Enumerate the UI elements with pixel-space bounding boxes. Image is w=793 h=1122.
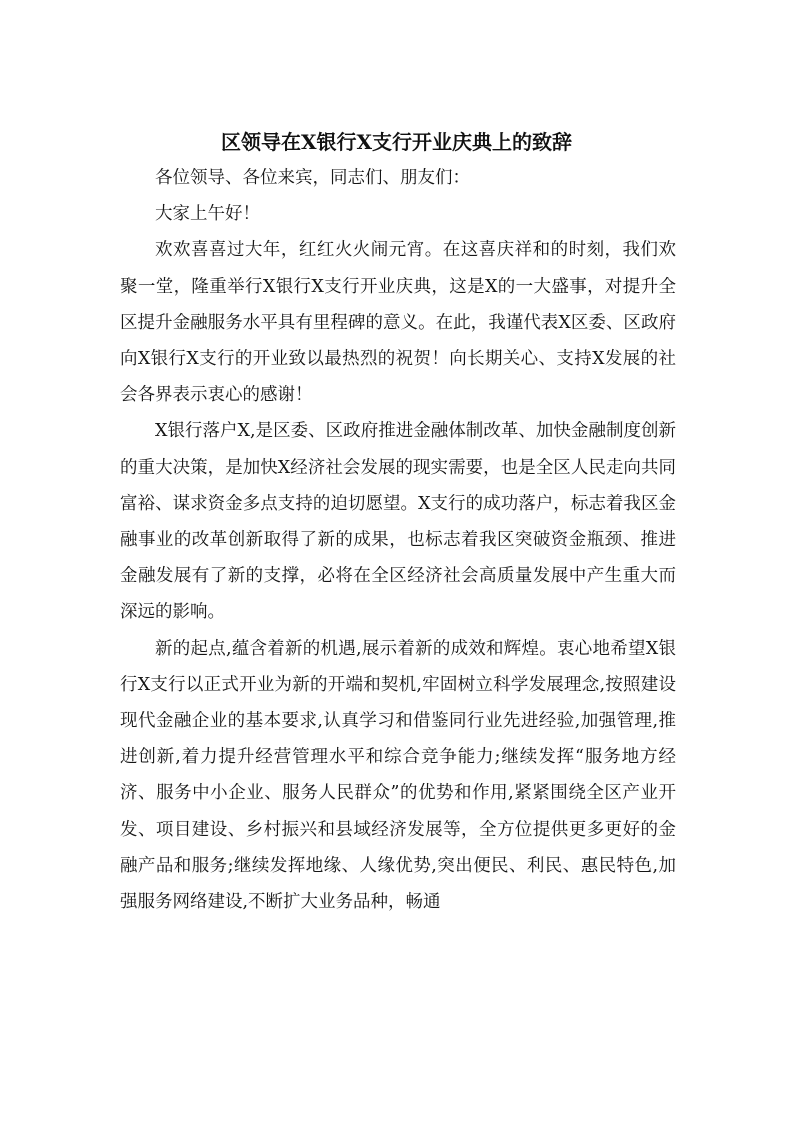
body-paragraph: 欢欢喜喜过大年，红红火火闹元宵。在这喜庆祥和的时刻，我们欢聚一堂，隆重举行X银行X支行开业庆典，这是X的一大盛事，对提升全区提升金融服务水平具有里程碑的意义。在此，我谨代表X区委、区政府向X银行X支行的开业致以最热烈的祝贺！向长期关心、支持X发展的社会各界表示衷心的感谢！ (120, 240, 676, 406)
document-title: 区领导在X银行X支行开业庆典上的致辞 (220, 130, 573, 154)
body-paragraph: X银行落户X,是区委、区政府推进金融体制改革、加快金融制度创新的重大决策，是加快X经济社会发展的现实需要，也是全区人民走向共同富裕、谋求资金多点支持的迫切愿望。X支行的成功落户，标志着我区金融事业的改革创新取得了新的成果，也标志着我区突破资金瓶颈、推进金融发展有了新的支撑，必将在全区经济社会高质量发展中产生重大而深远的影响。 (120, 421, 676, 623)
body-paragraph: 新的起点,蕴含着新的机遇,展示着新的成效和辉煌。衷心地希望X银行X支行以正式开业为新的开端和契机,牢固树立科学发展理念,按照建设现代金融企业的基本要求,认真学习和借鉴同行业先进经验,加强管理,推进创新,着力提升经营管理水平和综合竞争能力;继续发挥“服务地方经济、服务中小企业、服务人民群众”的优势和作用,紧紧围绕全区产业开发、项目建设、乡村振兴和县域经济发展等，全方位提供更多更好的金融产品和服务;继续发挥地缘、人缘优势,突出便民、利民、惠民特色,加强服务网络建设,不断扩大业务品种，畅通 (120, 638, 676, 913)
greeting-paragraph: 大家上午好！ (155, 204, 260, 225)
salutation-paragraph: 各位领导、各位来宾，同志们、朋友们： (155, 168, 470, 188)
document-body (120, 160, 676, 920)
